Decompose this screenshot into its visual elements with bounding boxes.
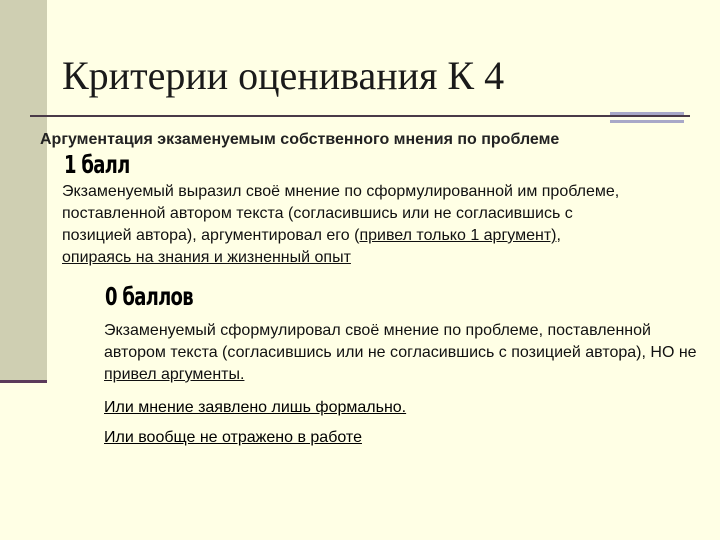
score-0-text: Экзаменуемый сформулировал своё мнение по проблеме, поставленной автором текста (согласившись или не согласившись с позицией автора), НО не [104, 322, 697, 361]
score-1-text: Экзаменуемый выразил своё мнение по сформулированной им проблеме, поставленной автором текста (согласившись или не согласившись с позицией автора), аргументировал его ( [62, 183, 620, 244]
title-rule-accent-bottom [610, 120, 684, 123]
score-0-underlined-text: привел аргументы. [104, 366, 245, 383]
score-0-label: 0 баллов [105, 282, 193, 311]
criterion-subtitle: Аргументация экзаменуемым собственного мнения по проблеме [40, 131, 560, 148]
score-0-alternative-2: Или вообще не отражено в работе [104, 429, 362, 446]
left-decor-line [0, 380, 47, 383]
score-0-alternative-1: Или мнение заявлено лишь формально. [104, 399, 407, 416]
title-rule [30, 115, 690, 117]
slide-title: Критерии оценивания К 4 [62, 53, 505, 98]
score-1-description [62, 181, 622, 269]
score-1-underlined-text: привел только 1 аргумент), опираясь на знания и жизненный опыт [62, 227, 561, 266]
score-1-label: 1 балл [64, 150, 130, 179]
score-0-description [104, 320, 704, 386]
left-decor-bar [0, 0, 47, 380]
